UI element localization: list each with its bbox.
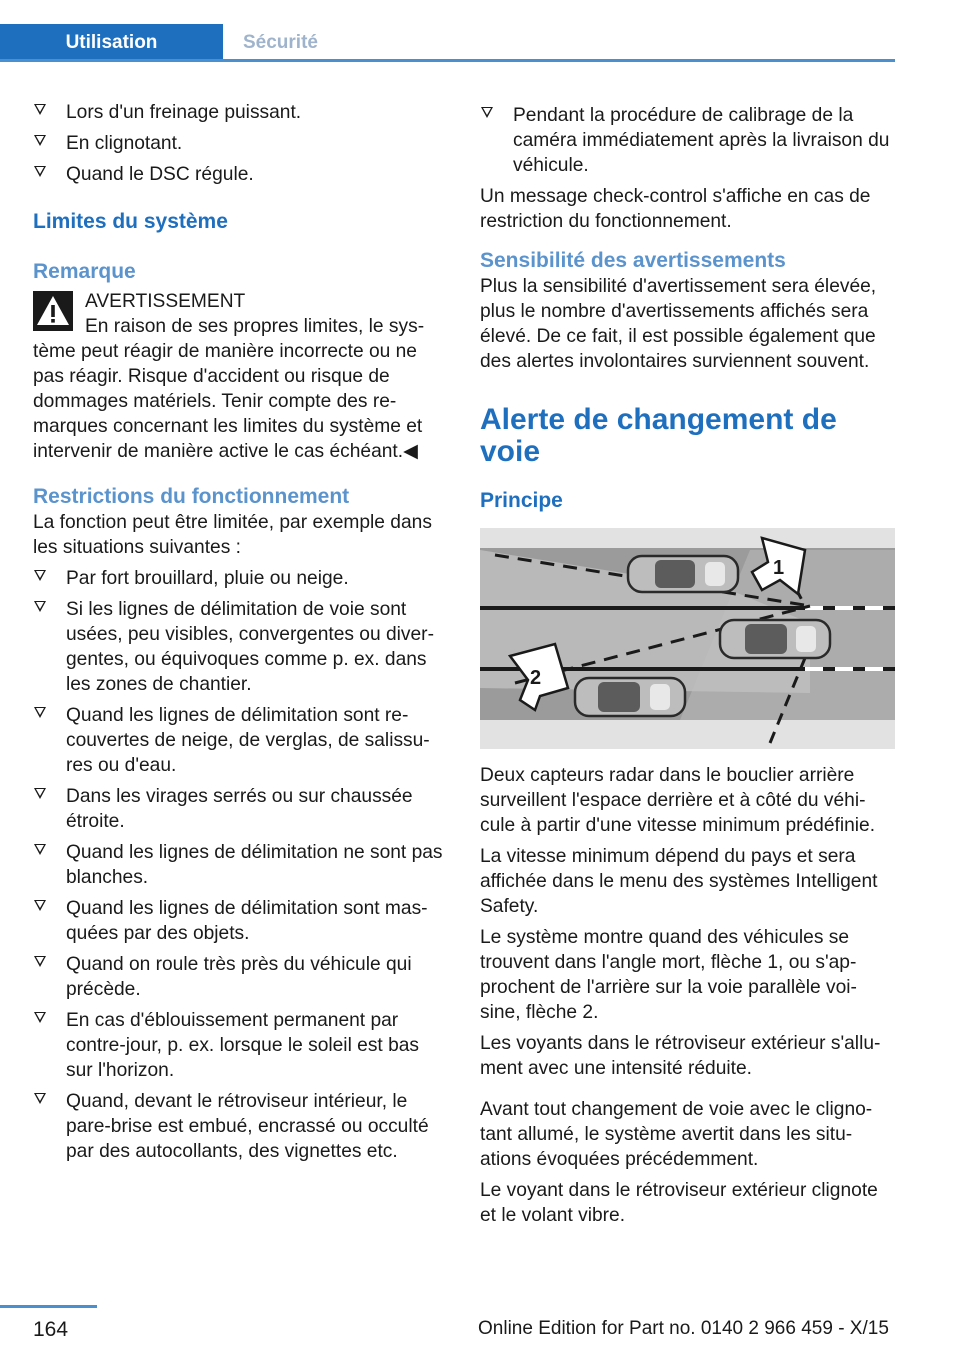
- list-item: Quand le DSC régule.: [33, 162, 447, 187]
- list-item: Quand les lignes de délimitation sont mas-quées par des objets.: [33, 896, 447, 946]
- principle-title: Principe: [480, 489, 563, 512]
- warning-triangle-icon: [33, 291, 73, 331]
- bullet-triangle-icon: [34, 601, 46, 612]
- warning-block: [33, 289, 447, 464]
- list-item: Pendant la procédure de calibrage de la caméra immédiatement après la livraison du véhicule.: [480, 103, 894, 178]
- sensitivity-title: Sensibilité des avertissements: [480, 249, 786, 272]
- bullet-triangle-icon: [34, 1093, 46, 1104]
- car-middle: [720, 620, 830, 658]
- car-bottom: [575, 678, 685, 716]
- remark-title: Remarque: [33, 260, 136, 283]
- principle-paragraph-3: Le système montre quand des véhicules se trouvent dans l'angle mort, flèche 1, ou s'ap-prochent de l'arrière sur la voie parallèle voi-sine, flèche 2.: [480, 927, 857, 1023]
- checkcontrol-text: Un message check-control s'affiche en cas de restriction du fonctionnement.: [480, 186, 871, 232]
- bullet-triangle-icon: [34, 135, 46, 146]
- bullet-triangle-icon: [34, 1012, 46, 1023]
- list-item: En cas d'éblouissement permanent par contre-jour, p. ex. lorsque le soleil est bas sur l'horizon.: [33, 1008, 447, 1083]
- warning-label: AVERTISSEMENT: [85, 291, 246, 312]
- restrictions-intro: La fonction peut être limitée, par exemple dans les situations suivantes :: [33, 512, 432, 558]
- bullet-triangle-icon: [34, 788, 46, 799]
- chapter-title: Alerte de changement de voie: [480, 403, 837, 468]
- footer-rule: [0, 1305, 97, 1308]
- left-column: [33, 100, 447, 1170]
- principle-paragraph-2: La vitesse minimum dépend du pays et sera affichée dans le menu des systèmes Intelligent Safety.: [480, 846, 878, 917]
- tab-securite[interactable]: Sécurité: [243, 32, 318, 53]
- bullet-triangle-icon: [34, 956, 46, 967]
- list-item: Lors d'un freinage puissant.: [33, 100, 447, 125]
- arrow-2-label: 2: [530, 667, 542, 689]
- edition-note: Online Edition for Part no. 0140 2 966 459 - X/15: [478, 1318, 889, 1339]
- chapter-tabs: [0, 24, 895, 62]
- restrictions-title: Restrictions du fonctionnement: [33, 485, 350, 508]
- principle-paragraph-1: Deux capteurs radar dans le bouclier arrière surveillent l'espace derrière et à côté du véhi-cule à partir d'une vitesse minimum prédéfinie.: [480, 765, 876, 836]
- car-top: [628, 556, 738, 592]
- list-item: Quand on roule très près du véhicule qui précède.: [33, 952, 447, 1002]
- header-rule: [0, 59, 895, 62]
- list-item: Par fort brouillard, pluie ou neige.: [33, 566, 447, 591]
- list-item: Dans les virages serrés ou sur chaussée étroite.: [33, 784, 447, 834]
- tab-utilisation[interactable]: Utilisation: [0, 24, 223, 62]
- section-title: Limites du système: [33, 210, 228, 233]
- list-item: Quand les lignes de délimitation ne sont pas blanches.: [33, 840, 447, 890]
- bullet-triangle-icon: [34, 707, 46, 718]
- principle-paragraph-5: Avant tout changement de voie avec le cligno-tant allumé, le système avertit dans les situ-ations évoquées précédemment.: [480, 1099, 873, 1170]
- bullet-triangle-icon: [34, 844, 46, 855]
- page-number: 164: [33, 1318, 69, 1341]
- bullet-triangle-icon: [34, 900, 46, 911]
- list-item: Si les lignes de délimitation de voie sont usées, peu visibles, convergentes ou diver-gentes, ou équivoques comme p. ex. dans les zones de chantier.: [33, 597, 447, 697]
- bullet-triangle-icon: [481, 107, 493, 118]
- list-item: Quand les lignes de délimitation sont re-couvertes de neige, de verglas, de salissu-res ou d'eau.: [33, 703, 447, 778]
- lane-change-illustration: [480, 528, 895, 749]
- bullet-triangle-icon: [34, 104, 46, 115]
- sensitivity-text: Plus la sensibilité d'avertissement sera élevée, plus le nombre d'avertissements affichés sera élevé. De ce fait, il est possible également que des alertes involontaires surviennent souvent.: [480, 276, 877, 372]
- principle-paragraph-6: Le voyant dans le rétroviseur extérieur clignote et le volant vibre.: [480, 1180, 878, 1226]
- list-item: Quand, devant le rétroviseur intérieur, le pare-brise est embué, encrassé ou occulté par des autocollants, des vignettes etc.: [33, 1089, 447, 1164]
- principle-paragraph-4: Les voyants dans le rétroviseur extérieur s'allu-ment avec une intensité réduite.: [480, 1033, 881, 1079]
- warning-text: tème peut réagir de manière incorrecte ou ne pas réagir. Risque d'accident ou risque de dommages matériels. Tenir compte des re-marques concernant les limites du système et intervenir de manière active le cas échéant.◀: [33, 341, 423, 462]
- warning-text-first-line: En raison de ses propres limites, le sys-: [85, 316, 425, 337]
- arrow-1-label: 1: [773, 557, 785, 579]
- right-column: [480, 103, 894, 1234]
- list-item: En clignotant.: [33, 131, 447, 156]
- bullet-triangle-icon: [34, 166, 46, 177]
- bullet-triangle-icon: [34, 570, 46, 581]
